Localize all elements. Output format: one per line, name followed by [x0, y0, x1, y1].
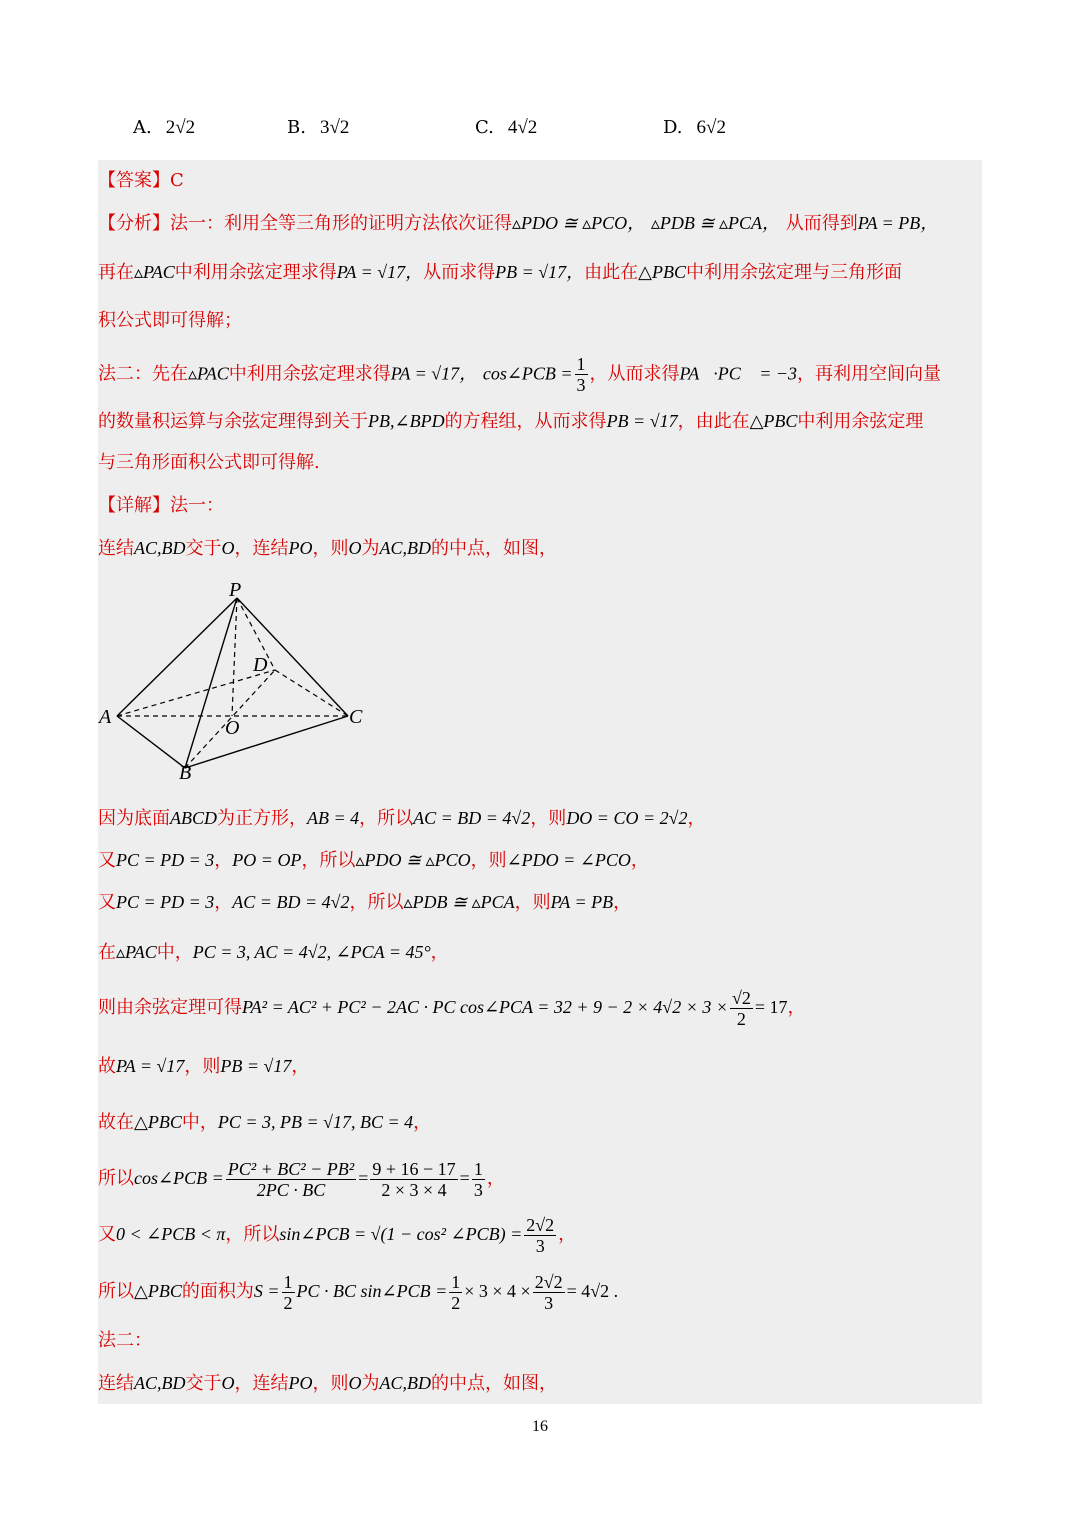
option-c: C. 4√2: [475, 117, 538, 138]
step-square-base: 因为底面ABCD为正方形，AB = 4，所以AC = BD = 4√2，则DO = CO = 2√2，: [98, 808, 706, 829]
label-c: C: [349, 706, 363, 728]
analysis-line-4: 法二：先在▵PAC中利用余弦定理求得PA = √17， cos∠PCB = $\frac{1}{3}$ ，从而求得PA⃗·PC⃗ = −3，再利用空间向量: [98, 354, 942, 395]
step-congruent-1: 又PC = PD = 3，PO = OP，所以▵PDO ≅ ▵PCO，则∠PDO = ∠PCO，: [98, 850, 649, 871]
step-triangle-pac: 在▵PAC中，PC = 3, AC = 4√2, ∠PCA = 45°，: [98, 942, 449, 963]
answer-line: 【答案】C: [98, 170, 184, 191]
step-congruent-2: 又PC = PD = 3，AC = BD = 4√2，所以▵PDB ≅ ▵PCA，则PA = PB，: [98, 892, 632, 913]
label-d: D: [253, 654, 268, 676]
analysis-line-5: 的数量积运算与余弦定理得到关于PB,∠BPD的方程组，从而求得PB = √17，由此在△PBC中利用余弦定理: [98, 411, 924, 432]
pyramid-figure: [95, 578, 375, 783]
analysis-line-1: 【分析】法一：利用全等三角形的证明方法依次证得▵PDO ≅ ▵PCO， ▵PDB ≅ ▵PCA， 从而得到PA = PB，: [98, 213, 939, 234]
fraction: $\frac{1}{3}$: [576, 354, 586, 395]
step-cosine-law: 则由余弦定理可得PA² = AC² + PC² − 2AC · PC cos∠PCA = 32 + 9 − 2 × 4√2 × 3 × $\frac{√2}{2}$ = 17，: [98, 987, 806, 1029]
step-sin-pcb: 又0 < ∠PCB < π，所以sin∠PCB = √(1 − cos² ∠PCB) = $\frac{2√2}{3}$ ，: [98, 1214, 577, 1256]
edge-ab: [117, 716, 185, 768]
answer-options: [0, 117, 1080, 149]
label-o: O: [225, 717, 240, 739]
connect-line-2: 连结AC,BD交于O，连结PO，则O为AC,BD的中点，如图，: [98, 1373, 557, 1394]
step-triangle-pbc: 故在△PBC中，PC = 3, PB = √17, BC = 4，: [98, 1112, 432, 1133]
page-number: 16: [532, 1418, 548, 1435]
step-pa-pb: 故PA = √17，则PB = √17，: [98, 1056, 310, 1077]
step-area: 所以△PBC的面积为S = $\frac{1}{2}$ PC · BC sin∠PCB = $\frac{1}{2}$ × 3 × 4 × $\frac{2√2}{3}$ = 4√2 .: [98, 1271, 619, 1313]
label-p: P: [229, 579, 242, 601]
label-a: A: [99, 706, 112, 728]
analysis-line-2: 再在▵PAC中利用余弦定理求得PA = √17，从而求得PB = √17，由此在△PBC中利用余弦定理与三角形面: [98, 262, 902, 283]
step-cos-pcb: 所以cos∠PCB = $\frac{\text{PC² + BC² − PB²}}{2PC \cdot BC}$ = $\frac{9 + 16 - 17}{2 \times 3 \times 4}$ = $\frac{1}{3}$ ，: [98, 1158, 505, 1200]
analysis-line-6: 与三角形面积公式即可得解.: [98, 452, 320, 473]
analysis-line-3: 积公式即可得解；: [98, 310, 242, 331]
edge-bc: [185, 716, 348, 768]
option-b: B. 3√2: [287, 117, 350, 138]
option-a: A. 2√2: [133, 117, 196, 138]
option-d: D. 6√2: [663, 117, 726, 138]
segment-po: [232, 598, 237, 716]
method2-heading: 法二：: [98, 1330, 152, 1351]
detail-heading: 【详解】法一：: [98, 495, 224, 516]
label-b: B: [179, 762, 192, 783]
connect-line-1: 连结AC,BD交于O，连结PO，则O为AC,BD的中点，如图，: [98, 538, 557, 559]
